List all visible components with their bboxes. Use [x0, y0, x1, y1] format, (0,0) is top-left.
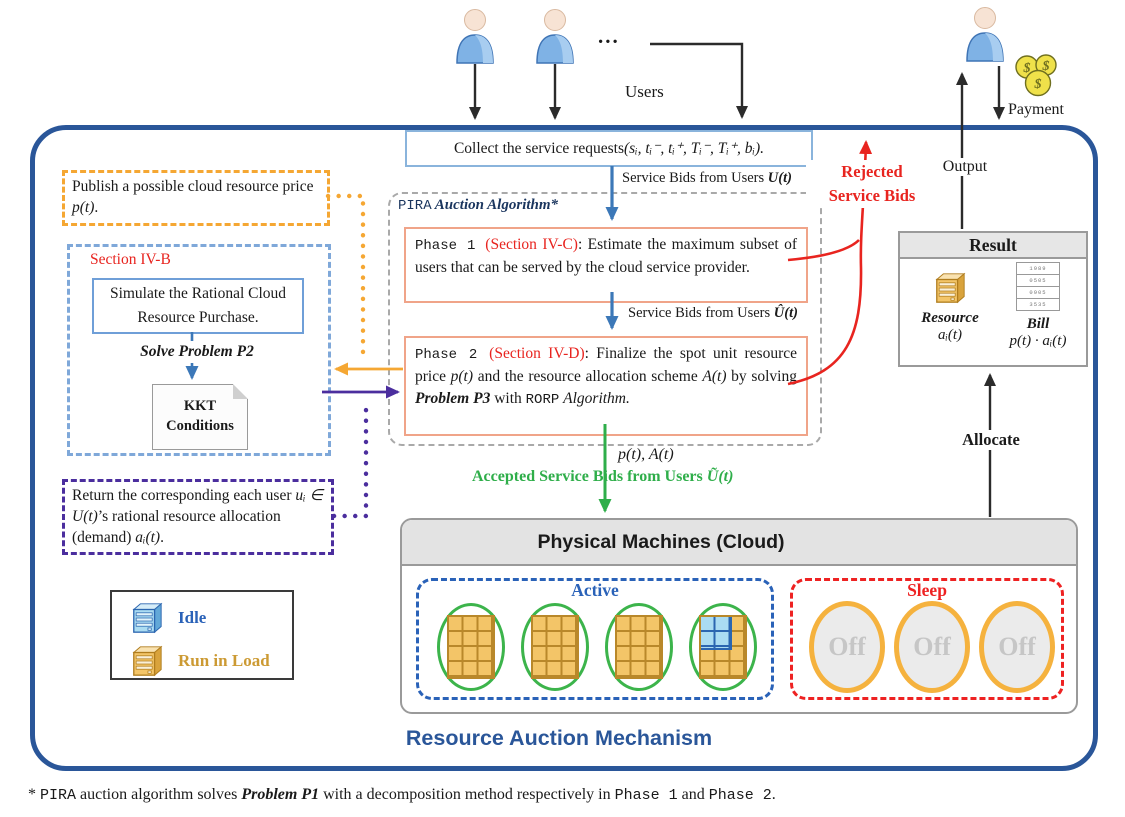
- bill-label: Bill: [1026, 316, 1050, 332]
- users-ellipsis: ...: [598, 24, 620, 48]
- collect-text: Collect the service requests: [453, 139, 624, 157]
- pira-mono: PIRA: [398, 198, 432, 214]
- off-label: Off: [913, 632, 951, 661]
- phase2-algorithm: Algorithm.: [563, 389, 630, 407]
- kkt-line1: KKT: [183, 398, 217, 414]
- kkt-conditions-note: [152, 384, 248, 450]
- sleep-label: Sleep: [907, 580, 947, 600]
- resource-column: [910, 271, 990, 344]
- rejected-line1: Rejected: [841, 162, 903, 181]
- publish-math: p(t): [72, 198, 95, 216]
- footnote-t2: with a decomposition method respectively in: [319, 786, 615, 803]
- resource-server-icon: [933, 271, 967, 305]
- footnote-phase2: Phase 2: [708, 787, 772, 804]
- pira-algorithm-label: [398, 197, 558, 214]
- active-machine: [437, 603, 505, 691]
- bill-row: 1989: [1016, 262, 1060, 275]
- service-bids-2-math: Û(t): [773, 305, 798, 321]
- bill-row: 3535: [1016, 298, 1060, 311]
- phase2-m2: A(t): [702, 367, 727, 385]
- phase2-section: (Section IV-D): [489, 345, 585, 362]
- return-t3: .: [160, 528, 164, 546]
- physical-machines-title: [402, 520, 1076, 566]
- rejected-bids-label: [806, 160, 938, 208]
- accepted-math: Ũ(t): [706, 468, 734, 485]
- phase2-m1: p(t): [450, 367, 474, 385]
- phase2-problem-p3: Problem P3: [415, 389, 491, 407]
- return-t1: Return the corresponding each user: [72, 487, 296, 504]
- bill-column: [996, 263, 1080, 350]
- idle-portion: [701, 617, 732, 650]
- return-allocation-box: [62, 479, 334, 555]
- footnote-pira: PIRA: [40, 787, 77, 804]
- off-machine: [809, 601, 885, 693]
- legend-idle-label: Idle: [178, 608, 207, 627]
- partial-server-stack: [699, 615, 747, 679]
- phase2-mono: Phase 2: [415, 347, 490, 363]
- active-group: [416, 578, 774, 700]
- footnote-phase1: Phase 1: [614, 787, 678, 804]
- result-title: Result: [900, 233, 1086, 259]
- service-bids-label-1: [622, 170, 792, 187]
- result-body: [900, 259, 1086, 363]
- phase2-t1: : Finalize the spot unit resource price: [415, 345, 797, 385]
- resource-math: aᵢ(t): [937, 327, 963, 343]
- payment-label: Payment: [1008, 101, 1064, 118]
- solve-problem-p2-label: Solve Problem P2: [140, 343, 254, 360]
- loaded-server-icon: [130, 644, 164, 678]
- publish-period: .: [94, 198, 99, 216]
- result-box: [898, 231, 1088, 367]
- loaded-server-stack: [447, 615, 495, 679]
- footnote-t3: and: [677, 786, 709, 803]
- bill-math: p(t) · aᵢ(t): [1009, 333, 1067, 349]
- mechanism-title: Resource Auction Mechanism: [405, 726, 713, 750]
- active-machine: [689, 603, 757, 691]
- bill-row: 0505: [1016, 274, 1060, 287]
- kkt-line2: Conditions: [166, 418, 234, 435]
- phase1-mono: Phase 1: [415, 238, 486, 254]
- loaded-server-stack: [615, 615, 663, 679]
- footnote: [28, 786, 1108, 804]
- bill-icon: [1016, 262, 1060, 311]
- legend-box: [110, 590, 294, 680]
- off-label: Off: [828, 632, 866, 661]
- idle-server-icon: [130, 601, 164, 635]
- legend-row-idle: [130, 601, 292, 635]
- coins-icon: [1012, 52, 1062, 100]
- footnote-star: *: [28, 786, 40, 803]
- return-m1: uᵢ ∈ U(t): [72, 487, 323, 525]
- accepted-text: Accepted Service Bids from Users: [472, 468, 707, 485]
- bill-row: 0905: [1016, 286, 1060, 299]
- legend-run-label: Run in Load: [178, 651, 270, 670]
- return-t2: ’s rational resource allocation (demand): [72, 507, 281, 546]
- svg-text:$: $: [1034, 77, 1042, 92]
- service-bids-1-math: U(t): [767, 170, 792, 186]
- footnote-t4: .: [771, 786, 776, 803]
- phase2-t3: by solving: [726, 367, 797, 385]
- allocate-label: Allocate: [951, 430, 1031, 450]
- footnote-problem-p1: Problem P1: [241, 786, 320, 803]
- section-ivb-label: Section IV-B: [90, 251, 171, 268]
- publish-price-box: [62, 170, 330, 226]
- user-icon: [532, 8, 578, 64]
- sleep-group: [790, 578, 1064, 700]
- footnote-t1: auction algorithm solves: [76, 786, 242, 803]
- active-machine: [605, 603, 673, 691]
- phase1-text: : Estimate the maximum subset of users that can be served by the cloud service provider.: [415, 236, 797, 276]
- collect-requests-box: [405, 130, 813, 167]
- phase2-rorp: RORP: [525, 391, 560, 408]
- user-icon: [962, 6, 1008, 62]
- arrow-users-elbow: [650, 44, 742, 117]
- folded-corner: [233, 384, 248, 399]
- active-machine: [521, 603, 589, 691]
- return-m2: aᵢ(t): [135, 528, 161, 546]
- accepted-bids-label: [472, 468, 733, 486]
- svg-text:$: $: [1042, 59, 1050, 74]
- svg-text:$: $: [1023, 61, 1031, 76]
- pt-at-label: p(t), A(t): [618, 446, 674, 463]
- users-label: Users: [625, 82, 664, 101]
- physical-machines-box: [400, 518, 1078, 714]
- physical-machines-title-text: Physical Machines (Cloud): [537, 531, 785, 553]
- rejected-line2: Service Bids: [828, 185, 916, 205]
- user-icon: [452, 8, 498, 64]
- publish-text: Publish a possible cloud resource price: [72, 178, 314, 195]
- pira-title: Auction Algorithm*: [431, 197, 559, 213]
- service-bids-1-text: Service Bids from Users: [622, 170, 768, 186]
- off-machine: [979, 601, 1055, 693]
- collect-math: (sᵢ, tᵢ⁻, tᵢ⁺, Tᵢ⁻, Tᵢ⁺, bᵢ).: [623, 140, 765, 157]
- resource-label: Resource: [921, 310, 979, 326]
- active-label: Active: [571, 580, 619, 600]
- service-bids-2-text: Service Bids from Users: [628, 305, 774, 321]
- phase2-t2: and the resource allocation scheme: [473, 367, 703, 385]
- service-bids-label-2: [628, 305, 798, 322]
- phase1-box: [404, 227, 808, 303]
- output-label: Output: [933, 158, 997, 176]
- loaded-server-stack: [531, 615, 579, 679]
- off-machine: [894, 601, 970, 693]
- phase2-box: [404, 336, 808, 436]
- off-label: Off: [998, 632, 1036, 661]
- legend-row-run: [130, 644, 292, 678]
- phase1-section: (Section IV-C): [485, 236, 578, 253]
- phase2-t4: with: [490, 389, 526, 407]
- simulate-purchase-box: Simulate the Rational Cloud Resource Purchase.: [92, 278, 304, 334]
